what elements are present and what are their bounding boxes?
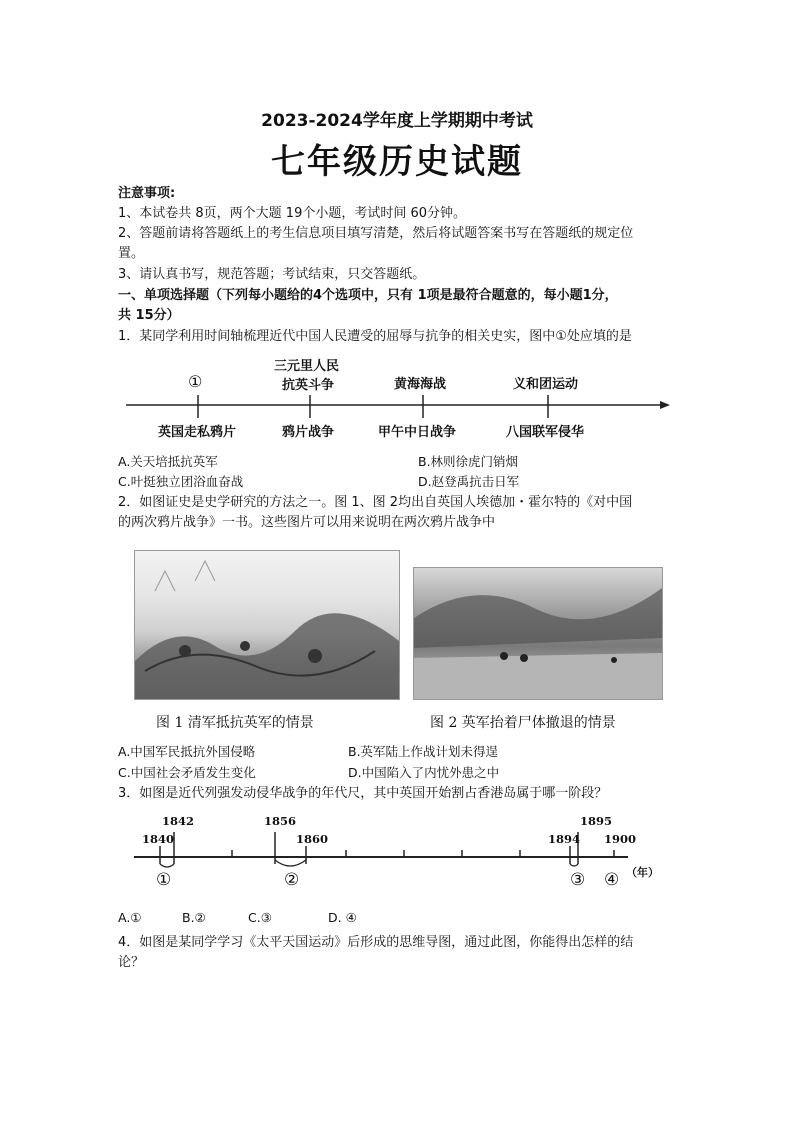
timeline-event-huanghai: 黄海海战 [394, 377, 447, 392]
year-label-1900: 1900 [604, 832, 637, 846]
notice-item-3: 3、请认真书写，规范答题；考试结束，只交答题纸。 [118, 267, 426, 282]
q3-option-c: C.③ [248, 910, 272, 925]
q3-option-a: A.① [118, 910, 142, 925]
year-label-1894: 1894 [548, 832, 581, 846]
timeline-event-sanyuanli-1: 三元里人民 [274, 359, 340, 374]
notice-item-2: 2、答题前请将答题纸上的考生信息项目填写清楚，然后将试题答案书写在答题纸的规定位 [118, 226, 634, 241]
stage-marker-3: ③ [570, 870, 586, 890]
timeline-event-yihetuan: 义和团运动 [513, 377, 579, 392]
year-label-1840: 1840 [142, 832, 175, 846]
exam-title: 2023-2024学年度上学期期中考试 [261, 111, 533, 131]
figure-1-image [134, 550, 400, 700]
timeline-event-eight-nation: 八国联军侵华 [506, 425, 585, 440]
figure-2-image [413, 567, 663, 700]
q1-option-b: B.林则徐虎门销烟 [418, 454, 519, 469]
question-2-stem: 2．如图证史是史学研究的方法之一。图 1、图 2均出自英国人埃德加・霍尔特的《对中国 [118, 495, 633, 510]
stage-marker-2: ② [284, 870, 300, 890]
notice-item-2-cont: 置。 [118, 246, 145, 261]
timeline-event-opium-smuggling: 英国走私鸦片 [158, 425, 237, 440]
question-2-stem-cont: 的两次鸦片战争》一书。这些图片可以用来说明在两次鸦片战争中 [118, 515, 496, 530]
question-1-stem: 1．某同学利用时间轴梳理近代中国人民遭受的屈辱与抗争的相关史实，图中①处应填的是 [118, 329, 632, 344]
year-label-1895: 1895 [580, 814, 613, 828]
notice-item-1: 1、本试卷共 8页，两个大题 19个小题，考试时间 60分钟。 [118, 206, 467, 221]
stage-marker-4: ④ [604, 870, 620, 890]
q1-option-c: C.叶挺独立团浴血奋战 [118, 474, 244, 489]
q2-option-d: D.中国陷入了内忧外患之中 [348, 765, 500, 780]
figure-1-caption: 图 1 清军抵抗英军的情景 [156, 715, 314, 731]
question-4-stem: 4．如图是某同学学习《太平天国运动》后形成的思维导图，通过此图，你能得出怎样的结 [118, 935, 634, 950]
stage-marker-1: ① [156, 870, 172, 890]
main-title: 七年级历史试题 [271, 142, 523, 182]
figure-2-caption: 图 2 英军抬着尸体撤退的情景 [430, 715, 616, 731]
q2-option-c: C.中国社会矛盾发生变化 [118, 765, 256, 780]
timeline-event-sino-japanese-war: 甲午中日战争 [378, 425, 457, 440]
year-ruler-axis [0, 808, 794, 903]
q1-option-d: D.赵登禹抗击日军 [418, 474, 520, 489]
year-unit-label: （年） [626, 866, 659, 879]
notice-heading: 注意事项: [118, 186, 176, 201]
question-3-stem: 3．如图是近代列强发动侵华战争的年代尺，其中英国开始割占香港岛属于哪一阶段？ [118, 786, 608, 801]
timeline-event-sanyuanli-2: 抗英斗争 [282, 378, 335, 393]
retreat-scene-illustration [414, 568, 662, 699]
q2-option-b: B.英军陆上作战计划未得逞 [348, 744, 499, 759]
year-label-1856: 1856 [264, 814, 297, 828]
section-heading-cont: 共 15分） [118, 308, 180, 323]
timeline-event-opium-war: 鸦片战争 [282, 425, 335, 440]
q3-year-ruler [0, 808, 794, 903]
q3-option-b: B.② [182, 910, 206, 925]
year-label-1842: 1842 [162, 814, 195, 828]
q1-timeline [0, 350, 794, 450]
timeline-blank-marker: ① [188, 372, 203, 391]
q1-option-a: A.关天培抵抗英军 [118, 454, 218, 469]
q2-option-a: A.中国军民抵抗外国侵略 [118, 744, 256, 759]
year-label-1860: 1860 [296, 832, 329, 846]
battle-scene-illustration [135, 551, 399, 699]
question-4-stem-cont: 论？ [118, 955, 145, 970]
section-heading: 一、单项选择题（下列每小题给的4个选项中，只有 1项是最符合题意的，每小题1分， [118, 288, 618, 303]
q3-option-d: D. ④ [328, 910, 357, 925]
